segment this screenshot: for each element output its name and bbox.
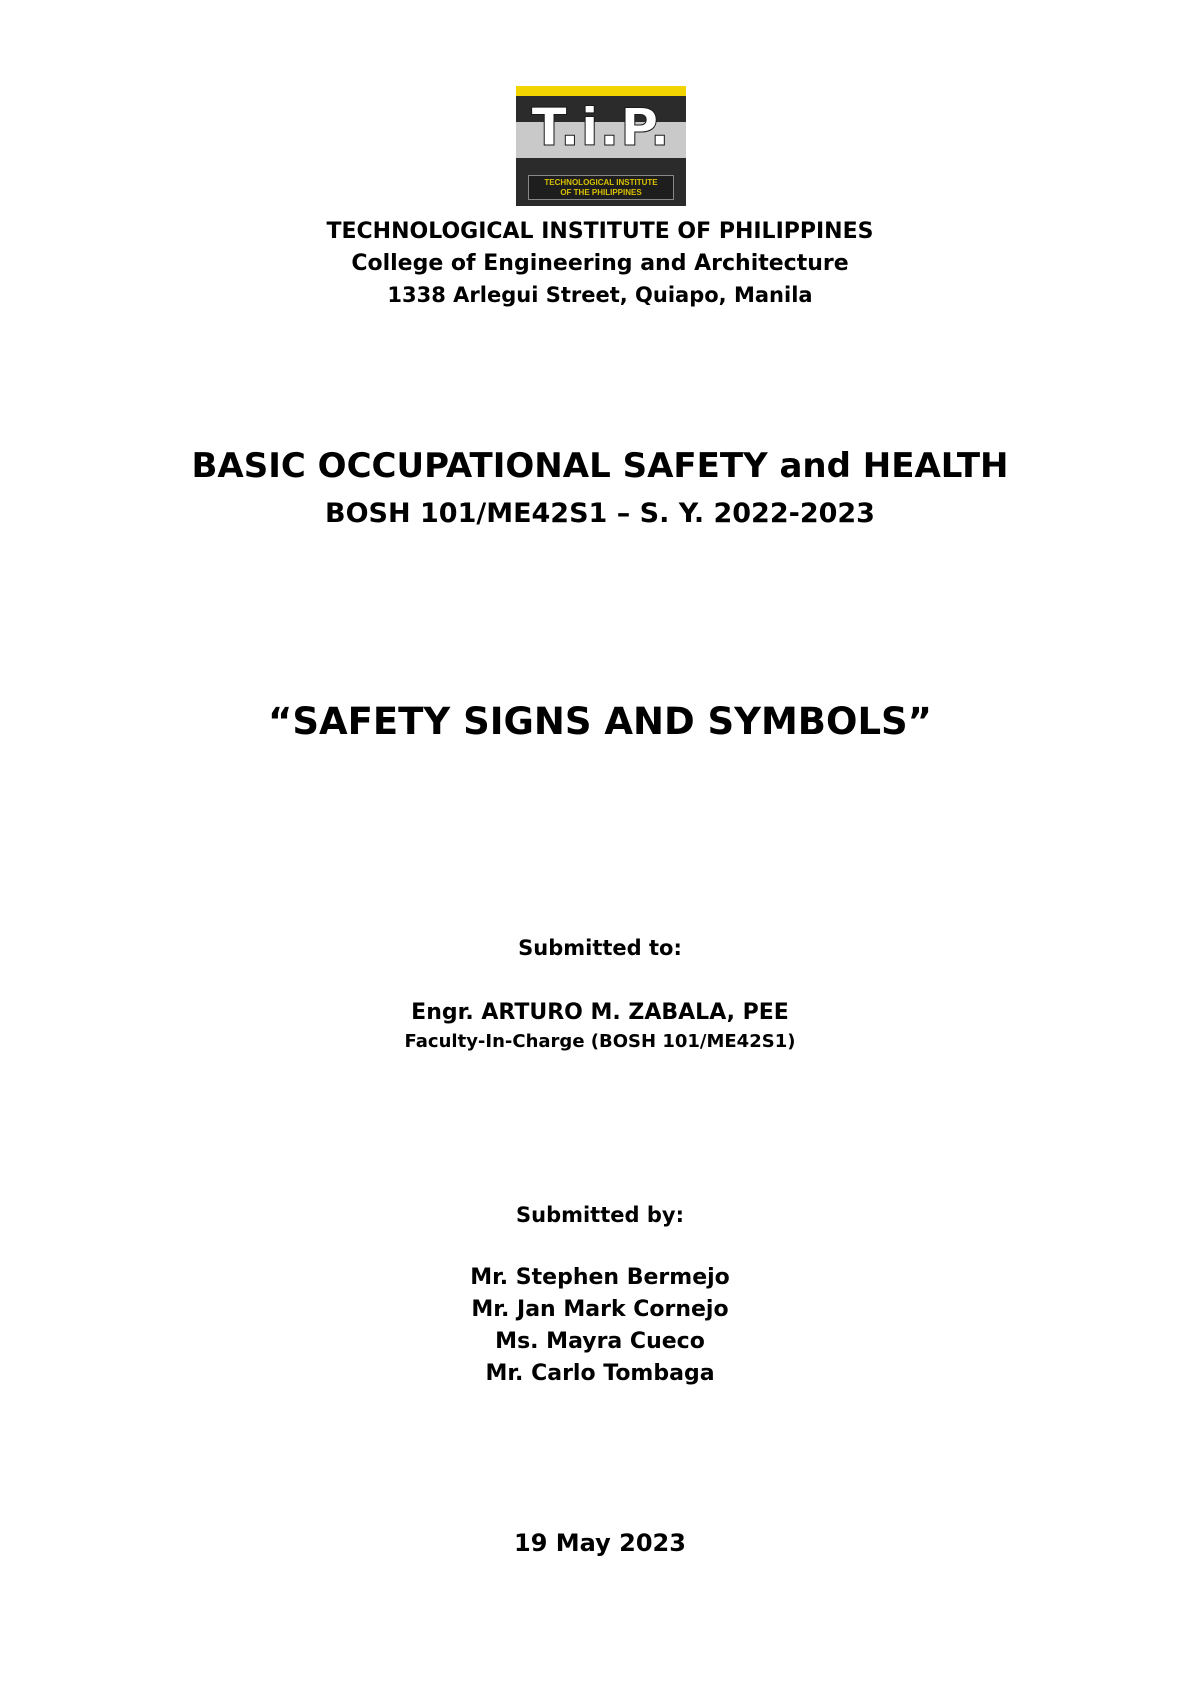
institution-name: TECHNOLOGICAL INSTITUTE OF PHILIPPINES xyxy=(326,219,874,244)
course-title: BASIC OCCUPATIONAL SAFETY and HEALTH xyxy=(191,446,1009,486)
report-title: “SAFETY SIGNS AND SYMBOLS” xyxy=(268,700,932,743)
course-code: BOSH 101/ME42S1 – S. Y. 2022-2023 xyxy=(325,498,875,529)
logo-caption-line2: OF THE PHILIPPINES xyxy=(560,188,642,197)
college-name: College of Engineering and Architecture xyxy=(351,251,849,276)
institution-address: 1338 Arlegui Street, Quiapo, Manila xyxy=(387,283,813,307)
logo-caption xyxy=(528,175,674,200)
instructor-name: Engr. ARTURO M. ZABALA, PEE xyxy=(411,1000,789,1025)
member-name: Ms. Mayra Cueco xyxy=(495,1329,705,1354)
member-name: Mr. Jan Mark Cornejo xyxy=(471,1297,729,1322)
logo-caption-line1: TECHNOLOGICAL INSTITUTE xyxy=(544,178,658,187)
institution-logo xyxy=(516,86,686,206)
submitted-by-label: Submitted by: xyxy=(516,1203,684,1227)
submitted-to-label: Submitted to: xyxy=(518,936,682,960)
member-name: Mr. Stephen Bermejo xyxy=(470,1265,730,1290)
member-name: Mr. Carlo Tombaga xyxy=(485,1361,715,1386)
submission-date: 19 May 2023 xyxy=(514,1529,686,1557)
logo-accent-bar xyxy=(516,86,686,96)
logo-letters: T.i.P. xyxy=(531,98,671,158)
instructor-role: Faculty-In-Charge (BOSH 101/ME42S1) xyxy=(404,1031,796,1052)
